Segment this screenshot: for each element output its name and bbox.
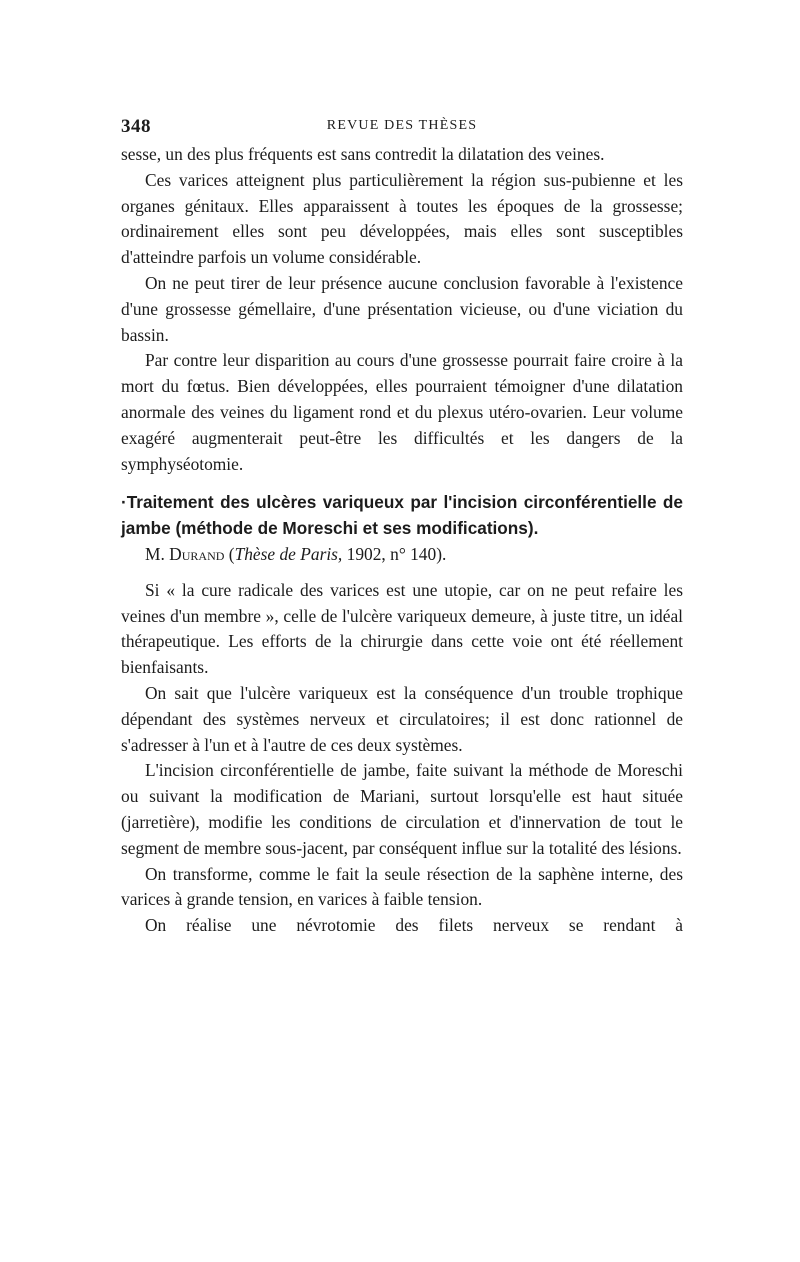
reference-details: 1902, n° 140). xyxy=(346,543,447,564)
paragraph-continuation: sesse, un des plus fréquents est sans contredit la dilatation des veines. xyxy=(121,144,605,164)
paragraph-neurotomy: On réalise une névrotomie des filets nerveux se rendant à xyxy=(145,915,683,936)
running-title: REVUE DES THÈSES xyxy=(326,118,478,133)
book-page xyxy=(121,112,683,939)
paragraph-trophic-trouble: On sait que l'ulcère variqueux est la conséquence d'un trouble trophique dépendant des systèmes nerveux et circulatoires; il est donc rationnel de s'adresser à l'un et à l'autre de ces deux systèmes. xyxy=(121,682,683,755)
paragraph-disappearance: Par contre leur disparition au cours d'une grossesse pourrait faire croire à la mort du fœtus. Bien développées, elles pourraient témoigner d'une dilatation anormale des veines du ligament rond et du plexus utéro-ovarien. Leur volume exagéré augmenterait peut-être les difficultés et les dangers de la symphyséotomie. xyxy=(121,350,683,474)
reference-author-initial: M. xyxy=(145,543,165,564)
paragraph-saphenous-resection: On transforme, comme le fait la seule résection de la saphène interne, des varices à grande tension, en varices à faible tension. xyxy=(121,863,683,910)
running-header xyxy=(121,112,683,142)
thesis-reference xyxy=(121,542,683,568)
reference-author-name: Durand xyxy=(169,543,225,564)
paragraph-varices-region: Ces varices atteignent plus particulièrement la région sus-pubienne et les organes génitaux. Elles apparaissent à toutes les époques de la grossesse; ordinairement elles sont peu développées, mais elles sont susceptibles d'atteindre parfois un volume considérable. xyxy=(121,169,683,268)
paragraph-no-conclusion: On ne peut tirer de leur présence aucune conclusion favorable à l'existence d'une grossesse gémellaire, d'une présentation vicieuse, ou d'une viciation du bassin. xyxy=(121,272,683,345)
reference-title: Thèse de Paris, xyxy=(234,543,343,564)
page-number: 348 xyxy=(121,116,151,137)
paragraph-circumferential-incision: L'incision circonférentielle de jambe, faite suivant la méthode de Moreschi ou suivant la modification de Mariani, surtout lorsqu'elle est haut située (jarretière), modifie les conditions de circulation et d'innervation de tout le segment de membre sous-jacent, par conséquent influe sur la totalité des lésions. xyxy=(121,760,683,858)
reference-open-paren: ( xyxy=(228,543,235,564)
section-heading: ·Traitement des ulcères variqueux par l'incision circonférentielle de jambe (méthode de Moreschi et ses modifications). xyxy=(121,492,683,539)
paragraph-radical-cure: Si « la cure radicale des varices est une utopie, car on ne peut refaire les veines d'un membre », celle de l'ulcère variqueux demeure, à juste titre, un idéal thérapeutique. Les efforts de la chirurgie dans cette voie ont été réellement bienfaisants. xyxy=(121,579,683,678)
